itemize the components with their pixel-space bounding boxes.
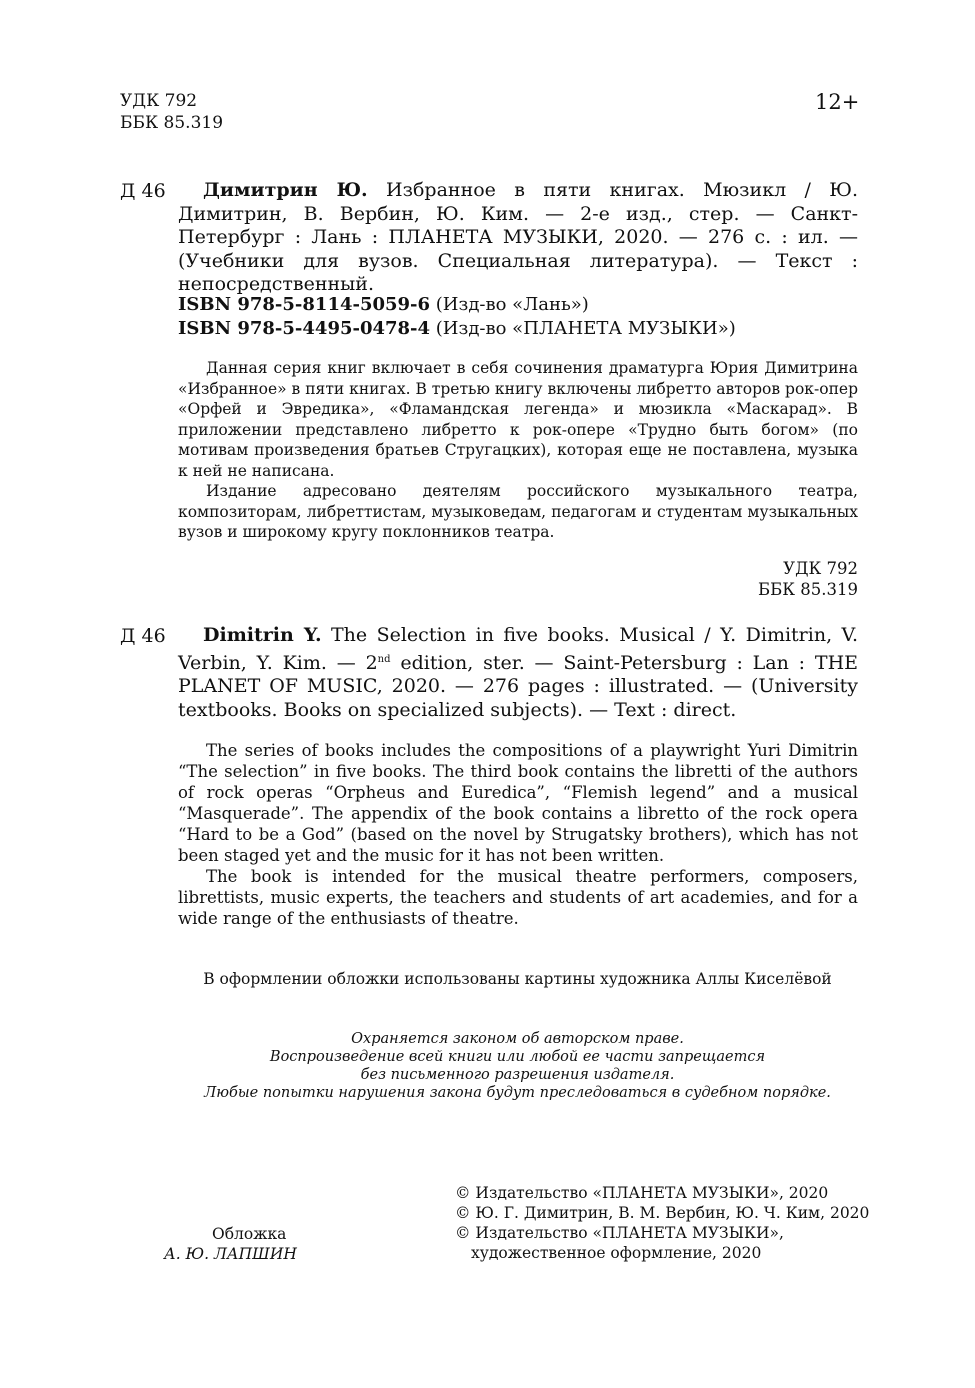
ru-annotation — [178, 358, 858, 543]
age-rating: 12+ — [815, 90, 860, 114]
isbn-line: ISBN 978-5-4495-0478-4 (Изд-во «ПЛАНЕТА МУЗЫКИ») — [178, 318, 736, 339]
en-author: Dimitrin Y. — [203, 624, 322, 646]
isbn-block — [178, 293, 736, 341]
bbk-code-right: ББК 85.319 — [758, 580, 858, 599]
en-annotation-paragraph: The book is intended for the musical theatre performers, composers, librettists, music experts, the teachers and students of art academies, and for a wide range of the enthusiasts of theatre. — [178, 867, 858, 928]
bbk-code: ББК 85.319 — [120, 113, 224, 133]
cover-designer: А. Ю. ЛАПШИН — [164, 1245, 297, 1263]
udc-header — [120, 90, 223, 134]
en-annotation — [178, 740, 858, 929]
en-annotation-paragraph: The series of books includes the compositions of a playwright Yuri Dimitrin “The selection” in five books. The third book contains the libretti of the authors of rock operas “Orpheus and Euredica”, “Flemish legend” and a musical “Masquerade”. The appendix of the book contains a libretto of the rock opera “Hard to be a God” (based on the novel by Strugatsky brothers), which has not been staged yet and the music for it has not been written. — [178, 741, 858, 865]
ru-bibliographic-entry — [178, 179, 858, 297]
cover-credit — [164, 1224, 297, 1264]
udk-code-right: УДК 792 — [783, 559, 858, 578]
en-entry-code: Д 46 — [120, 625, 166, 647]
ru-annotation-paragraph: Данная серия книг включает в себя сочинения драматурга Юрия Димитрина «Избранное» в пяти книгах. В третью книгу включены либретто авторов рок-опер «Орфей и Эвредика», «Фламандская легенда» и мюзикла «Маскарад». В приложении представлено либретто к рок-опере «Трудно быть богом» (по мотивам произведения братьев Стругацких), которая еще не поставлена, музыка к ней не написана. — [178, 359, 858, 480]
isbn-line: ISBN 978-5-8114-5059-6 (Изд-во «Лань») — [178, 294, 589, 315]
ru-entry-code: Д 46 — [120, 180, 166, 202]
ru-author: Димитрин Ю. — [203, 179, 368, 201]
cover-credit-label: Обложка — [212, 1225, 287, 1243]
cover-art-note: В оформлении обложки использованы картины художника Аллы Киселёвой — [203, 970, 832, 988]
udc-right-block — [690, 558, 858, 600]
copyright-notice: Охраняется законом об авторском праве. Воспроизведение всей книги или любой ее части запрещается без письменного разрешения издателя. Любые попытки нарушения закона будут преследоваться в судебном порядке. — [204, 1031, 831, 1101]
ru-entry-text: Избранное в пяти книгах. Мюзикл / Ю. Димитрин, В. Вербин, Ю. Ким. — 2-е изд., стер. — Санкт-Петербург : Лань : ПЛАНЕТА МУЗЫКИ, 2020. — 276 с. : ил. — (Учебники для вузов. Специальная литература). — Текст : непосредственный. — [178, 179, 859, 295]
copyright-lines: © Издательство «ПЛАНЕТА МУЗЫКИ», 2020 © Ю. Г. Димитрин, В. М. Вербин, Ю. Ч. Ким, 2020 © Издательство «ПЛАНЕТА МУЗЫКИ», художественное оформление, 2020 — [455, 1184, 870, 1262]
udk-code: УДК 792 — [120, 91, 198, 111]
ru-annotation-paragraph: Издание адресовано деятелям российского музыкального театра, композиторам, либреттистам, музыковедам, педагогам и студентам музыкальных вузов и широкому кругу поклонников театра. — [178, 482, 858, 541]
en-bibliographic-entry: Dimitrin Y. The Selection in five books. Musical / Y. Dimitrin, V. Verbin, Y. Kim. — 2nd edition, ster. — Saint-Petersburg : Lan : THE PLANET OF MUSIC, 2020. — 276 pages : illustrated. — (University textbooks. Books on specialized subjects). — Text : direct. — [178, 624, 859, 721]
